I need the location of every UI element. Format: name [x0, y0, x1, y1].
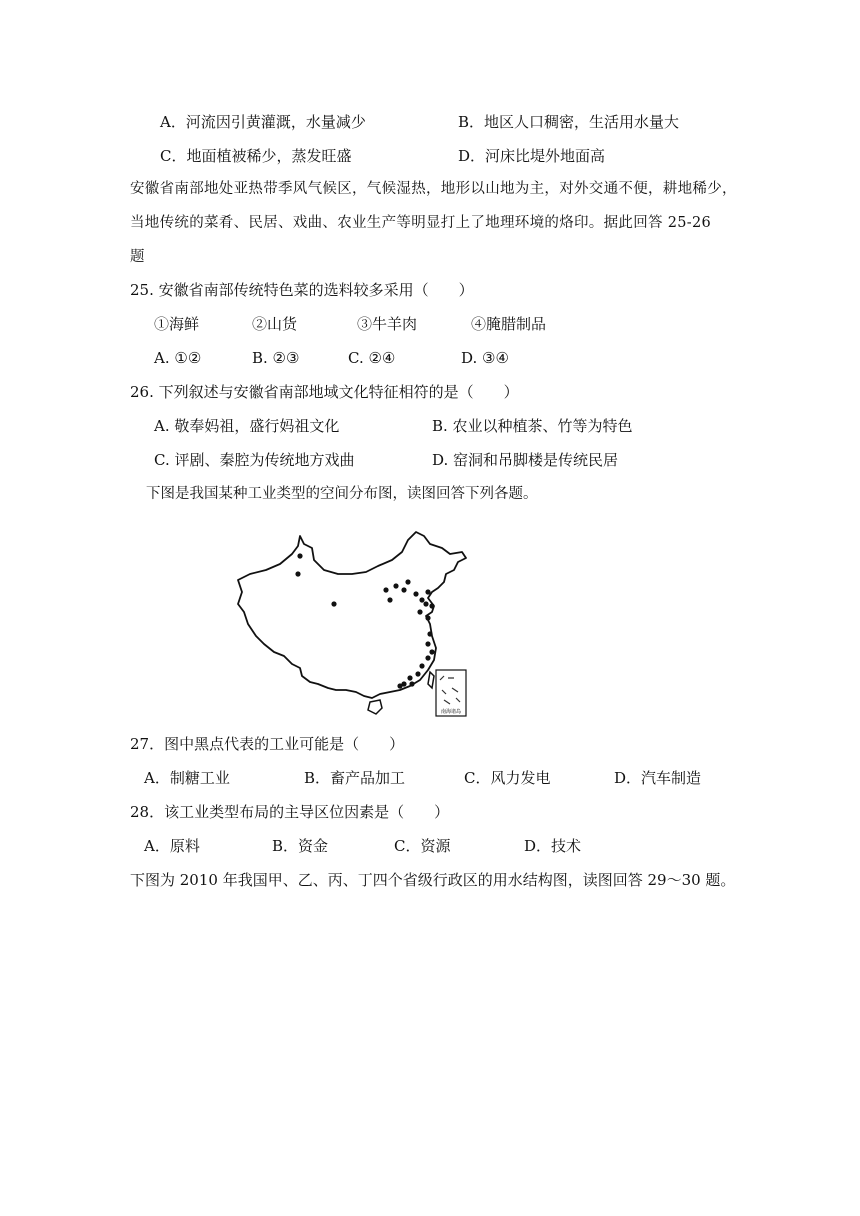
- industry-site-dot: [425, 655, 430, 660]
- q24-option-d: D．河床比堤外地面高: [458, 147, 606, 165]
- q26-option-b: B. 农业以种植茶、竹等为特色: [432, 417, 633, 435]
- hainan-outline: [368, 700, 382, 714]
- q28-option-b: B．资金: [272, 837, 329, 855]
- q26-option-c: C. 评剧、秦腔为传统地方戏曲: [154, 451, 355, 469]
- industry-site-dot: [405, 579, 410, 584]
- intro-anhui-line3: 题: [130, 249, 145, 265]
- industry-site-dot: [383, 587, 388, 592]
- inset-label: 南海诸岛: [440, 709, 462, 715]
- industry-site-dot: [295, 571, 300, 576]
- q25-item-3: ③牛羊肉: [357, 315, 418, 333]
- china-industry-map: [232, 528, 472, 720]
- q27-option-c: C．风力发电: [464, 769, 551, 787]
- industry-site-dot: [417, 609, 422, 614]
- industry-site-dot: [425, 641, 430, 646]
- q25-item-2: ②山货: [252, 315, 298, 333]
- q28-option-c: C．资源: [394, 837, 451, 855]
- intro-map: 下图是我国某种工业类型的空间分布图，读图回答下列各题。: [146, 486, 538, 502]
- industry-site-dot: [297, 553, 302, 558]
- industry-site-dot: [409, 681, 414, 686]
- q27-option-d: D．汽车制造: [614, 769, 702, 787]
- q25-option-b: B. ②③: [252, 349, 300, 367]
- industry-site-dot: [387, 597, 392, 602]
- q24-option-b: B．地区人口稠密，生活用水量大: [458, 113, 680, 131]
- industry-site-dot: [419, 597, 424, 602]
- industry-site-dot: [393, 583, 398, 588]
- industry-site-dot: [331, 601, 336, 606]
- q24-option-a: A．河流因引黄灌溉，水量减少: [160, 113, 366, 131]
- intro-anhui-line1: 安徽省南部地处亚热带季风气候区，气候湿热，地形以山地为主，对外交通不便，耕地稀少，: [130, 181, 737, 197]
- q27-stem: 27．图中黑点代表的工业可能是（ ）: [130, 735, 405, 753]
- q25-stem: 25. 安徽省南部传统特色菜的选料较多采用（ ）: [130, 281, 474, 299]
- q28-option-a: A．原料: [144, 837, 200, 855]
- industry-site-dot: [429, 603, 434, 608]
- industry-site-dot: [429, 649, 434, 654]
- industry-site-dot: [425, 615, 430, 620]
- q28-option-d: D．技术: [524, 837, 582, 855]
- industry-site-dot: [419, 663, 424, 668]
- q26-stem: 26. 下列叙述与安徽省南部地域文化特征相符的是（ ）: [130, 383, 519, 401]
- intro-anhui-line2: 当地传统的菜肴、民居、戏曲、农业生产等明显打上了地理环境的烙印。据此回答 25-26: [130, 215, 712, 231]
- q26-option-d: D. 窑洞和吊脚楼是传统民居: [432, 451, 619, 469]
- q25-item-4: ④腌腊制品: [471, 315, 547, 333]
- intro-water: 下图为 2010 年我国甲、乙、丙、丁四个省级行政区的用水结构图，读图回答 29～30 题。: [130, 871, 736, 889]
- industry-site-dot: [397, 683, 402, 688]
- industry-site-dot: [413, 591, 418, 596]
- q25-option-c: C. ②④: [348, 349, 396, 367]
- q25-option-d: D. ③④: [461, 349, 509, 367]
- q24-option-c: C．地面植被稀少，蒸发旺盛: [160, 147, 352, 165]
- q25-option-a: A. ①②: [154, 349, 202, 367]
- south-china-sea-inset: [436, 670, 466, 716]
- q25-item-1: ①海鲜: [154, 315, 200, 333]
- q28-stem: 28．该工业类型布局的主导区位因素是（ ）: [130, 803, 450, 821]
- taiwan-outline: [428, 672, 434, 688]
- industry-site-dot: [407, 675, 412, 680]
- industry-site-dot: [415, 671, 420, 676]
- q26-option-a: A. 敬奉妈祖，盛行妈祖文化: [154, 417, 340, 435]
- q27-option-a: A．制糖工业: [144, 769, 230, 787]
- q27-option-b: B．畜产品加工: [304, 769, 406, 787]
- industry-site-dot: [427, 631, 432, 636]
- industry-site-dot: [423, 601, 428, 606]
- industry-site-dot: [401, 587, 406, 592]
- industry-site-dot: [425, 589, 430, 594]
